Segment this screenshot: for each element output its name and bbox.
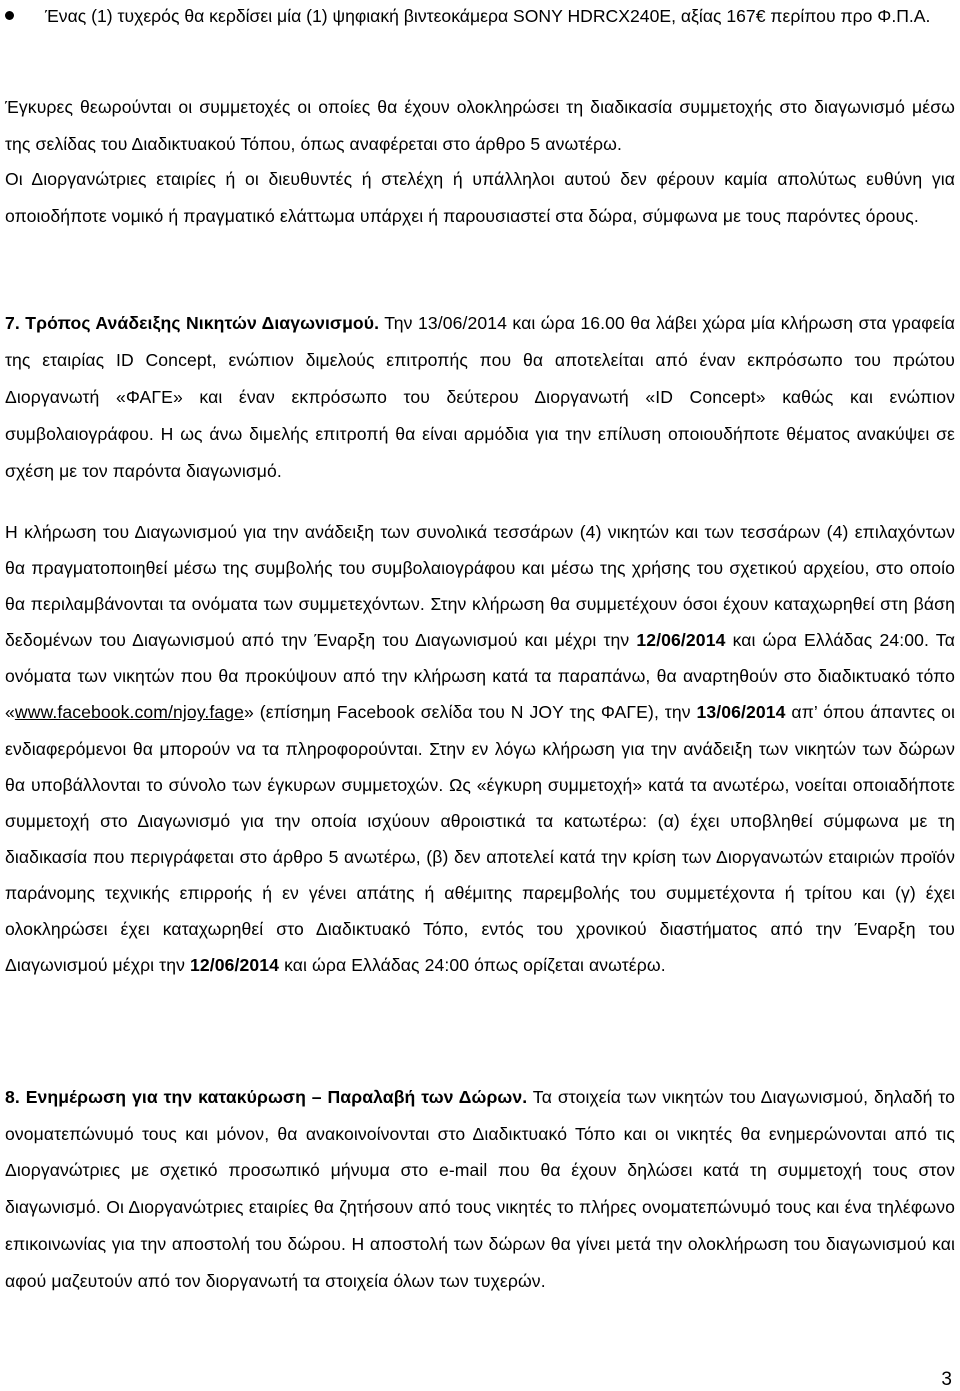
facebook-link[interactable]: www.facebook.com/njoy.fage bbox=[14, 702, 245, 723]
section-7-heading: 7. Τρόπος Ανάδειξης Νικητών Διαγωνισμού. bbox=[5, 313, 380, 333]
paragraph-draw bbox=[5, 514, 955, 983]
bullet-icon bbox=[5, 11, 14, 20]
draw-text-5: και ώρα Ελλάδας 24:00 όπως ορίζεται ανωτέρω. bbox=[279, 955, 666, 976]
draw-date-2: 13/06/2014 bbox=[696, 702, 786, 723]
section-7-text: Την 13/06/2014 και ώρα 16.00 θα λάβει χώρα μία κλήρωση στα γραφεία της εταιρίας ID Concept, ενώπιον διμελούς επιτροπής που θα αποτελείται από έναν εκπρόσωπο του πρώτου Διοργανωτή «ΦΑΓΕ» και έναν εκπρόσωπο του δεύτερου Διοργανωτή «ID Concept» καθώς και ενώπιον συμβολαιογράφου. Η ως άνω διμελής επιτροπή θα είναι αρμόδια για την επίλυση οποιουδήποτε θέματος ανακύψει σε σχέση με τον παρόντα διαγωνισμό. bbox=[5, 313, 956, 481]
section-7 bbox=[5, 305, 955, 490]
section-8-heading: 8. Ενημέρωση για την κατακύρωση – Παραλαβή των Δώρων. bbox=[5, 1087, 528, 1107]
draw-text-2: και ώρα Ελλάδας 24:00. Τα ονόματα των νικητών που θα προκύψουν από την κλήρωση κατά τα παραπάνω, θα αναρτηθούν στο διαδικτυακό τόπο « bbox=[5, 630, 955, 723]
paragraph-valid-entries: Έγκυρες θεωρούνται οι συμμετοχές οι οποίες θα έχουν ολοκληρώσει τη διαδικασία συμμετοχής στο διαγωνισμό μέσω της σελίδας του Διαδικτυακού Τόπου, όπως αναφέρεται στο άρθρο 5 ανωτέρω. bbox=[5, 97, 955, 154]
paragraph-liability: Οι Διοργανώτριες εταιρίες ή οι διευθυντές ή στελέχη ή υπάλληλοι αυτού δεν φέρουν καμία απολύτως ευθύνη για οποιοδήποτε νομικό ή πραγματικό ελάττωμα υπάρχει ή παρουσιαστεί στα δώρα, σύμφωνα με τους παρόντες όρους. bbox=[5, 169, 955, 226]
draw-text-4: απ’ όπου άπαντες οι ενδιαφερόμενοι θα μπορούν να τα πληροφορούνται. Στην εν λόγω κλήρωση για την ανάδειξη των νικητών των δώρων θα υποβάλλονται το σύνολο των έγκυρων συμμετοχών. Ως «έγκυρη συμμετοχή» κατά τα ανωτέρω, νοείται οποιαδήποτε συμμετοχή στο Διαγωνισμό για την οποία ισχύουν αθροιστικά τα κατωτέρω: (α) έχει υποβληθεί σύμφωνα με τη διαδικασία που περιγράφεται στο άρθρο 5 ανωτέρω, (β) δεν αποτελεί κατά την κρίση των Διοργανωτών εταιριών προϊόν παράνομης τεχνικής επιρροής ή εν γένει απάτης ή αθέμιτης παρεμβολής του συμμετέχοντα ή τρίτου και (γ) έχει ολοκληρώσει έχει καταχωρηθεί στο Διαδικτυακό Τόπο, εντός του χρονικού διαστήματος από την Έναρξη του Διαγωνισμού μέχρι την bbox=[5, 702, 955, 976]
draw-text-1: Η κλήρωση του Διαγωνισμού για την ανάδειξη των συνολικά τεσσάρων (4) νικητών και των τεσσάρων (4) επιλαχόντων θα πραγματοποιηθεί μέσω της συμβολής του συμβολαιογράφου και μέσω της χρήσης του σχετικού αρχείου, στο οποίο θα περιλαμβάνονται τα ονόματα των συμμετεχόντων. Στην κλήρωση θα συμμετέχουν όσοι έχουν καταχωρηθεί στη βάση δεδομένων του Διαγωνισμού από την Έναρξη του Διαγωνισμού και μέχρι την bbox=[5, 522, 955, 651]
draw-date-3: 12/06/2014 bbox=[190, 955, 280, 976]
draw-date-1: 12/06/2014 bbox=[636, 630, 726, 651]
page-number: 3 bbox=[941, 1369, 952, 1390]
section-8-text: Τα στοιχεία των νικητών του Διαγωνισμού, δηλαδή το ονοματεπώνυμό τους και μόνον, θα ανακοινοίνονται στο Διαδικτυακό Τόπο και οι νικητές θα ενημερώνονται από τις Διοργανώτριες με σχετικό προσωπικό μήνυμα στο e-mail που θα έχουν δηλώσει κατά τη συμμετοχή τους στον διαγωνισμό. Οι Διοργανώτριες εταιρίες θα ζητήσουν από τους νικητές το πλήρες ονοματεπώνυμό τους και ένα τηλέφωνο επικοινωνίας για την αποστολή του δώρου. Η αποστολή των δώρων θα γίνει μετά την ολοκλήρωση του διαγωνισμού και αφού μαζευτούν από τον διοργανωτή τα στοιχεία όλων των τυχερών. bbox=[5, 1087, 955, 1291]
bullet-text: Ένας (1) τυχερός θα κερδίσει μία (1) ψηφιακή βιντεοκάμερα SONY HDRCX240E, αξίας 167€ περίπου προ Φ.Π.Α. bbox=[45, 6, 931, 26]
section-8 bbox=[5, 1079, 955, 1299]
draw-text-3: » (επίσημη Facebook σελίδα του Ν JOY της ΦΑΓΕ), την bbox=[244, 702, 697, 723]
